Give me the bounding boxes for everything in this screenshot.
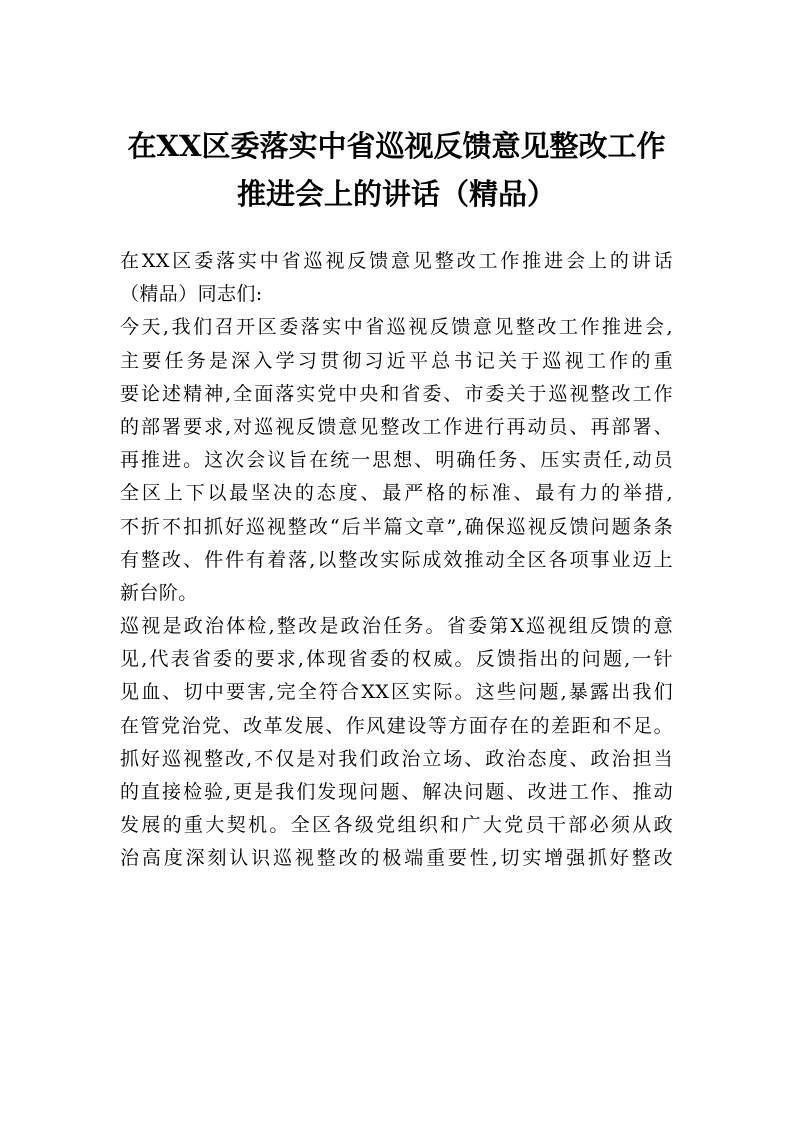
body-line: 的直接检验,更是我们发现问题、解决问题、改进工作、推动 [120, 781, 673, 803]
body-line: 有整改、件件有着落,以整改实际成效推动全区各项事业迈上 [120, 548, 673, 571]
body-line: 再推进。这次会议旨在统一思想、明确任务、压实责任,动员 [120, 449, 673, 472]
document-title-line-2: 推进会上的讲话（精品） [236, 177, 556, 211]
body-line: 新台阶。 [120, 581, 198, 604]
body-line: 巡视是政治体检,整改是政治任务。省委第X巡视组反馈的意 [120, 615, 673, 638]
body-line: 发展的重大契机。全区各级党组织和广大党员干部必须从政 [120, 814, 673, 837]
body-line: 见,代表省委的要求,体现省委的权威。反馈指出的问题,一针 [120, 648, 673, 671]
body-line: 不折不扣抓好巡视整改“后半篇文章”,确保巡视反馈问题条条 [120, 515, 673, 538]
document-title-line-1: 在XX区委落实中省巡视反馈意见整改工作 [127, 129, 666, 163]
body-line: 全区上下以最坚决的态度、最严格的标准、最有力的举措, [120, 482, 673, 505]
body-line: 的部署要求,对巡视反馈意见整改工作进行再动员、再部署、 [120, 415, 673, 438]
body-line: 在XX区委落实中省巡视反馈意见整改工作推进会上的讲话 [120, 250, 673, 272]
body-line: （精品）同志们: [120, 283, 263, 306]
body-line: 今天,我们召开区委落实中省巡视反馈意见整改工作推进会, [120, 316, 673, 339]
body-line: 在管党治党、改革发展、作风建设等方面存在的差距和不足。 [120, 714, 673, 737]
body-line: 主要任务是深入学习贯彻习近平总书记关于巡视工作的重 [120, 349, 673, 372]
body-line: 抓好巡视整改,不仅是对我们政治立场、政治态度、政治担当 [120, 747, 673, 770]
body-line: 要论述精神,全面落实党中央和省委、市委关于巡视整改工作 [120, 382, 673, 405]
document-body [120, 245, 673, 876]
body-line: 治高度深刻认识巡视整改的极端重要性,切实增强抓好整改 [120, 847, 673, 870]
body-line: 见血、切中要害,完全符合XX区实际。这些问题,暴露出我们 [120, 681, 673, 704]
